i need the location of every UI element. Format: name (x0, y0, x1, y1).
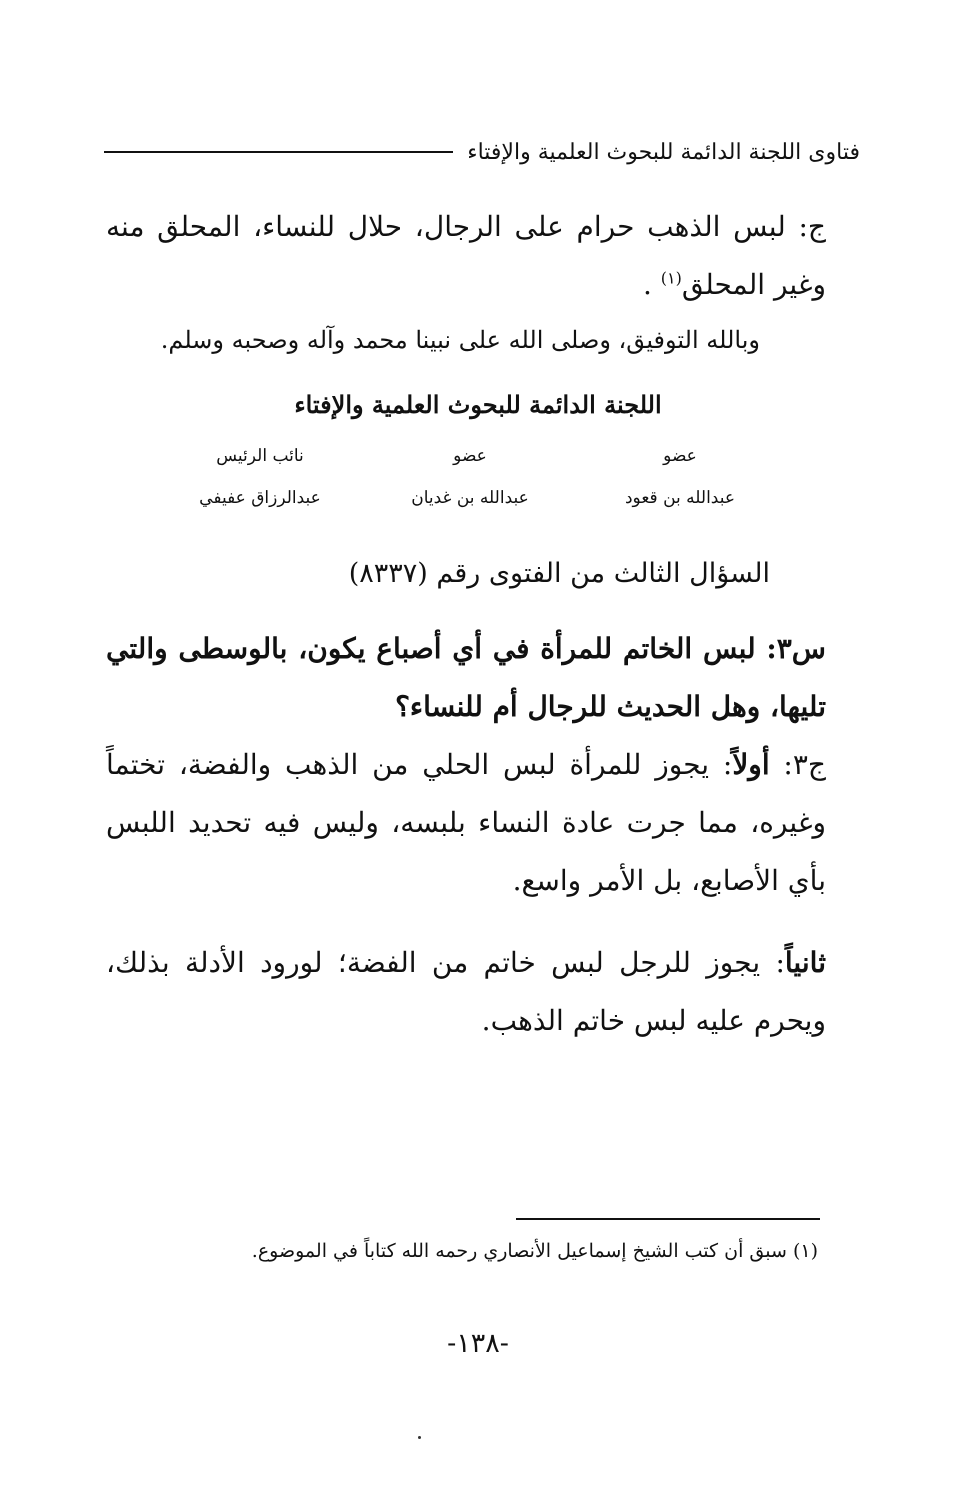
header-title: فتاوى اللجنة الدائمة للبحوث العلمية والإفتاء (467, 139, 860, 165)
answer-1-text: لبس الذهب حرام على الرجال، حلال للنساء، المحلق منه وغير المحلق (106, 210, 826, 301)
header-rule (104, 151, 453, 153)
signature-name: عبدالله بن قعود (624, 488, 735, 508)
closing-line: وبالله التوفيق، وصلى الله على نبينا محمد وآله وصحبه وسلم. (160, 326, 760, 354)
page-number: -١٣٨- (447, 1328, 509, 1359)
answer-1 (106, 198, 826, 314)
answer-3-prefix: ج٣: (769, 748, 826, 781)
signature-roles (160, 446, 780, 466)
question-3-text: لبس الخاتم للمرأة في أي أصباع يكون، بالوسطى والتي تليها، وهل الحديث للرجال أم للنساء؟ (106, 632, 826, 723)
signature-role: عضو (663, 446, 697, 466)
signature-name: عبدالله بن غديان (411, 488, 529, 508)
answer-3-second-text: : يجوز للرجل لبس خاتم من الفضة؛ لورود الأدلة بذلك، ويحرم عليه لبس خاتم الذهب. (106, 946, 826, 1037)
question-3 (106, 620, 826, 736)
question-3-prefix: س٣: (755, 632, 826, 665)
answer-1-end: . (642, 268, 661, 301)
footnote-ref[interactable]: (١) (660, 268, 682, 288)
scan-dot (418, 1436, 421, 1439)
answer-3-first (106, 736, 826, 910)
signature-names (160, 488, 780, 508)
answer-1-prefix: ج: (785, 210, 826, 243)
answer-3-first-label: أولاً (732, 748, 770, 781)
signature-role: نائب الرئيس (216, 446, 304, 466)
answer-3-first-text: : يجوز للمرأة لبس الحلي من الذهب والفضة، تختماً وغيره، مما جرت عادة النساء بلبسه، وليس فيه تحديد اللبس بأي الأصابع، بل الأمر واسع. (106, 748, 826, 897)
signature-role: عضو (453, 446, 487, 466)
answer-3-second-label: ثانياً (784, 946, 826, 979)
signature-name: عبدالرزاق عفيفي (199, 488, 321, 508)
footnote-rule (516, 1218, 820, 1220)
answer-3-second (106, 934, 826, 1050)
committee-name: اللجنة الدائمة للبحوث العلمية والإفتاء (294, 390, 662, 419)
running-header (104, 132, 860, 172)
fatwa-number: السؤال الثالث من الفتوى رقم (٨٣٣٧) (348, 558, 770, 589)
footnote: (١) سبق أن كتب الشيخ إسماعيل الأنصاري رحمه الله كتاباً في الموضوع. (251, 1240, 818, 1262)
